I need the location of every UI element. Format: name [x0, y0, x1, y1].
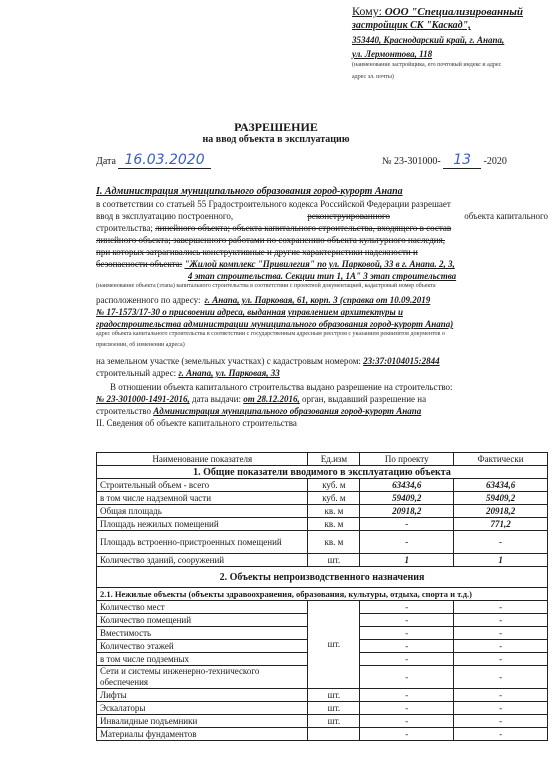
group2-title: 2. Объекты непроизводственного назначения: [97, 567, 548, 588]
section2-title: II. Сведения об объекте капитального строительства: [96, 418, 297, 428]
row-unit: куб. м: [308, 479, 360, 492]
row-fact: 771,2: [454, 518, 548, 531]
table-row: [97, 479, 548, 492]
address-label: расположенного по адресу:: [96, 295, 201, 305]
section1-note2: адрес объекта капитального строительства в соответствии с государственным адресным реестром с указанием реквизитов документов о: [96, 331, 445, 337]
section1-p1: в соответствии со статьей 55 Градостроительного кодекса Российской Федерации разрешает: [96, 199, 451, 209]
permit-line1: В отношении объекта капитального строительства выдано разрешение на строительство:: [110, 382, 453, 392]
row-unit-merged: шт.: [308, 601, 360, 689]
row-unit: шт.: [308, 702, 360, 715]
row-fact: 20918,2: [454, 505, 548, 518]
row-plan: -: [360, 653, 454, 666]
section1-p3-b: линейного объекта; объекта капитального строительства, входящего в состав: [155, 223, 452, 233]
row-unit: шт.: [308, 554, 360, 567]
row-unit: кв. м: [308, 505, 360, 518]
group21-title: 2.1. Нежилые объекты (объекты здравоохранения, образования, культуры, отдыха, спорта и т.д.): [97, 588, 548, 601]
section1-p2-a: ввод в эксплуатацию построенного,: [96, 211, 234, 221]
section1-p2-c: объекта капитального: [464, 211, 548, 221]
permit-date-label: дата выдачи:: [191, 394, 241, 404]
row-plan: -: [360, 614, 454, 627]
row-name: в том числе надземной части: [97, 492, 308, 505]
permit-number: № 23-301000-1491-2016,: [96, 394, 190, 404]
section1-p6-b: "Жилой комплекс "Привилегия" по ул. Парковой, 33 в г. Анапа. 2, 3,: [184, 259, 455, 269]
row-fact: 63434,6: [454, 479, 548, 492]
row-fact: -: [454, 640, 548, 653]
row-unit: кв. м: [308, 531, 360, 554]
table-row: [97, 728, 548, 741]
permit-issuer-label: орган, выдавший разрешение на: [301, 394, 427, 404]
table-row: [97, 715, 548, 728]
row-fact: -: [454, 531, 548, 554]
addressee-line1: ООО "Специализированный: [384, 6, 523, 18]
address-line2: № 17-1573/17-30 о присвоении адреса, выданная управлением архитектуры и: [96, 307, 403, 317]
table-header-row: [97, 453, 548, 466]
row-plan: -: [360, 627, 454, 640]
section1-note3: присвоении, об изменении адреса): [96, 342, 185, 348]
row-unit: [308, 728, 360, 741]
section1-p7: 4 этап строительства. Секции тип 1, 1А" 3 этап строительства: [187, 271, 457, 281]
row-name: Количество мест: [97, 601, 308, 614]
row-name: Количество помещений: [97, 614, 308, 627]
date-value: 16.03.2020: [118, 152, 210, 169]
table-row: [97, 518, 548, 531]
row-name: Инвалидные подъемники: [97, 715, 308, 728]
section1-p3-a: строительства;: [96, 223, 153, 233]
row-plan: 1: [360, 554, 454, 567]
address-line3: градостроительства администрации муниципального образования город-курорт Анапа): [96, 319, 454, 329]
row-name: Площадь нежилых помещений: [97, 518, 308, 531]
row-plan: 59409,2: [360, 492, 454, 505]
number-handwritten: 13: [443, 152, 481, 169]
section1-note1: (наименование объекта (этапа) капитального строительства в соответствии с проектной документацией, кадастровый номер объекта: [96, 283, 436, 289]
document-title: РАЗРЕШЕНИЕ: [234, 120, 318, 134]
row-fact: -: [454, 689, 548, 702]
header-unit: Ед.изм: [308, 453, 360, 466]
section1-p2-b: реконструированного: [307, 211, 391, 221]
row-unit: шт.: [308, 715, 360, 728]
row-plan: -: [360, 518, 454, 531]
number-suffix: -2020: [483, 156, 507, 167]
date-label: Дата: [96, 156, 116, 167]
document-subtitle: на ввод объекта в эксплуатацию: [202, 134, 350, 145]
row-plan: -: [360, 689, 454, 702]
addressee-note1: (наименование застройщика, его почтовый индекс и адрес: [352, 62, 502, 68]
row-unit: кв. м: [308, 518, 360, 531]
build-address-label: строительный адрес:: [96, 368, 177, 378]
row-name: Сети и системы инженерно-технического обеспечения: [97, 666, 308, 689]
header-name: Наименование показателя: [97, 453, 308, 466]
row-fact: -: [454, 702, 548, 715]
section1-p5: при которых затрагивались конструктивные и другие характеристики надежности и: [96, 247, 418, 257]
table-row: [97, 702, 548, 715]
row-name: Общая площадь: [97, 505, 308, 518]
row-plan: -: [360, 666, 454, 689]
section1: [96, 186, 548, 429]
addressee-label: Кому:: [352, 4, 382, 18]
row-fact: -: [454, 653, 548, 666]
header-fact: Фактически: [454, 453, 548, 466]
table-row: [97, 531, 548, 554]
permit-date: от 28.12.2016,: [243, 394, 300, 404]
addressee-line3: 353440, Краснодарский край, г. Анапа,: [352, 35, 505, 45]
date-row: [96, 154, 211, 168]
section1-p4: линейного объекта; завершенного работами по сохранению объекта культурного наследия,: [96, 235, 445, 245]
row-fact: -: [454, 728, 548, 741]
row-name: Вместимость: [97, 627, 308, 640]
land-label: на земельном участке (земельных участках) с кадастровым номером:: [96, 356, 361, 366]
table-row: [97, 554, 548, 567]
row-name: Строительный объем - всего: [97, 479, 308, 492]
table-row: [97, 601, 548, 614]
row-name: Материалы фундаментов: [97, 728, 308, 741]
row-fact: -: [454, 614, 548, 627]
header-plan: По проекту: [360, 453, 454, 466]
row-fact: 1: [454, 554, 548, 567]
row-unit: шт.: [308, 689, 360, 702]
row-name: в том числе подземных: [97, 653, 308, 666]
number-prefix: 23-301000-: [394, 156, 441, 167]
group1-title: 1. Общие показатели вводимого в эксплуатацию объекта: [97, 466, 548, 479]
address-line1: г. Анапа, ул. Парковая, 61, корп. 3 (справка от 10.09.2019: [204, 295, 431, 305]
permit-issuer-prefix: строительство: [96, 406, 151, 416]
object-table: [96, 452, 548, 741]
table-row: [97, 505, 548, 518]
row-fact: -: [454, 666, 548, 689]
table-row: [97, 689, 548, 702]
addressee-note2: адрес эл. почты): [352, 74, 394, 80]
authority-line: I. Администрация муниципального образования город-курорт Анапа: [96, 186, 403, 197]
row-fact: -: [454, 715, 548, 728]
row-name: Эскалаторы: [97, 702, 308, 715]
row-name: Количество этажей: [97, 640, 308, 653]
addressee-block: [352, 4, 548, 81]
number-label: №: [382, 156, 392, 167]
row-name: Лифты: [97, 689, 308, 702]
land-cadastral-number: 23:37:0104015:2844: [363, 356, 440, 366]
row-unit: куб. м: [308, 492, 360, 505]
row-plan: -: [360, 640, 454, 653]
row-plan: -: [360, 531, 454, 554]
row-plan: -: [360, 601, 454, 614]
row-plan: -: [360, 728, 454, 741]
row-name: Количество зданий, сооружений: [97, 554, 308, 567]
number-row: [382, 154, 507, 168]
table-row: [97, 492, 548, 505]
build-address-value: г. Анапа, ул. Парковая, 33: [178, 368, 280, 378]
permit-issuer: Администрация муниципального образования город-курорт Анапа: [153, 406, 422, 416]
section1-p6-a: безопасности объекта:: [96, 259, 183, 269]
row-fact: -: [454, 627, 548, 640]
row-name: Площадь встроенно-пристроенных помещений: [97, 531, 308, 554]
row-plan: -: [360, 702, 454, 715]
row-plan: -: [360, 715, 454, 728]
row-plan: 20918,2: [360, 505, 454, 518]
row-fact: -: [454, 601, 548, 614]
addressee-line4: ул. Лермонтова, 118: [352, 49, 433, 59]
row-plan: 63434,6: [360, 479, 454, 492]
addressee-line2: застройщик СК "Каскад",: [352, 20, 471, 31]
row-fact: 59409,2: [454, 492, 548, 505]
